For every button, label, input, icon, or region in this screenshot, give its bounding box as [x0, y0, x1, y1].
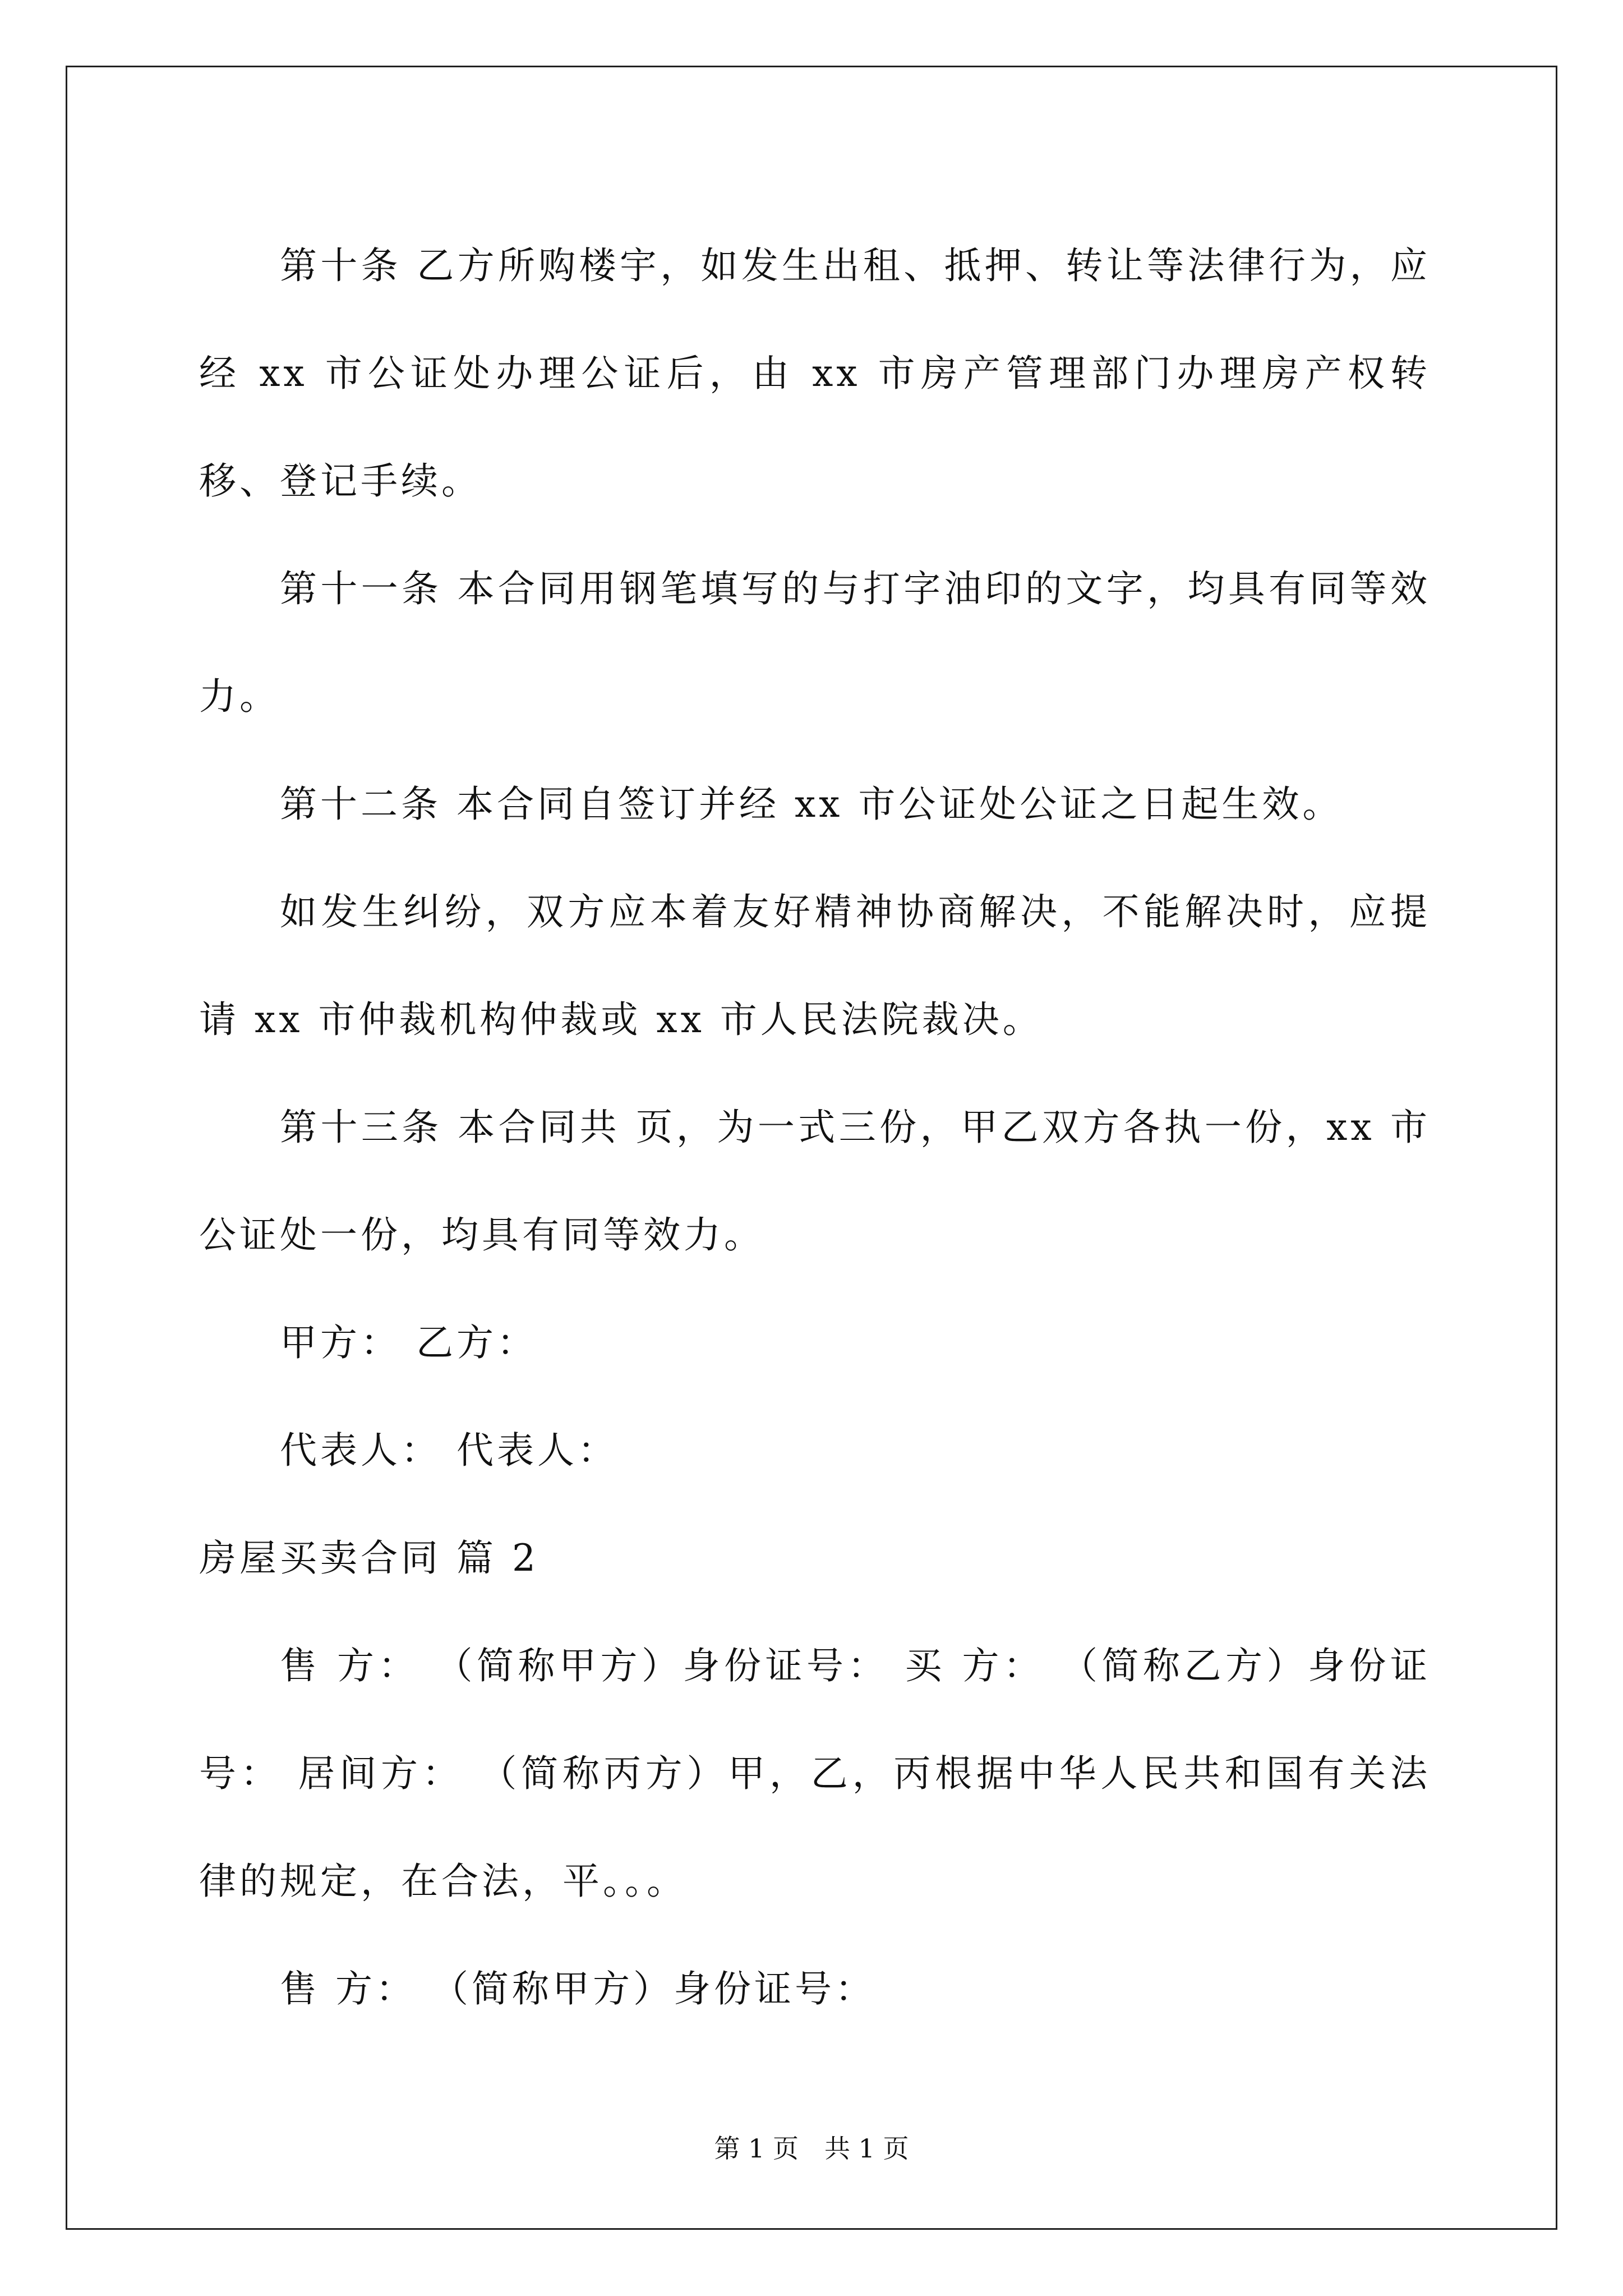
article-11-paragraph: 第十一条 本合同用钢笔填写的与打字油印的文字，均具有同等效力。 [199, 567, 1431, 718]
document-body [199, 212, 1431, 2043]
parties-line: 甲方： 乙方： [280, 1321, 537, 1364]
representatives-line: 代表人： 代表人： [280, 1429, 618, 1472]
article-13-paragraph: 第十三条 本合同共 页，为一式三份，甲乙双方各执一份，xx 市公证处一份，均具有同等效力。 [199, 1106, 1431, 1257]
parties-intro-paragraph: 售 方： （简称甲方）身份证号： 买 方： （简称乙方）身份证号： 居间方： （简称丙方）甲，乙，丙根据中华人民共和国有关法律的规定，在合法，平。。。 [199, 1644, 1431, 1903]
article-10-paragraph: 第十条 乙方所购楼宇，如发生出租、抵押、转让等法律行为，应经 xx 市公证处办理公证后，由 xx 市房产管理部门办理房产权转移、登记手续。 [199, 244, 1431, 503]
section-title: 房屋买卖合同 篇 2 [199, 1536, 539, 1580]
article-12-paragraph: 第十二条 本合同自签订并经 xx 市公证处公证之日起生效。 [280, 783, 1343, 826]
seller-line: 售 方： （简称甲方）身份证号： [280, 1967, 875, 2010]
page-footer: 第 1 页 共 1 页 [714, 2133, 909, 2164]
dispute-paragraph: 如发生纠纷，双方应本着友好精神协商解决，不能解决时，应提请 xx 市仲裁机构仲裁或 xx 市人民法院裁决。 [199, 890, 1431, 1041]
